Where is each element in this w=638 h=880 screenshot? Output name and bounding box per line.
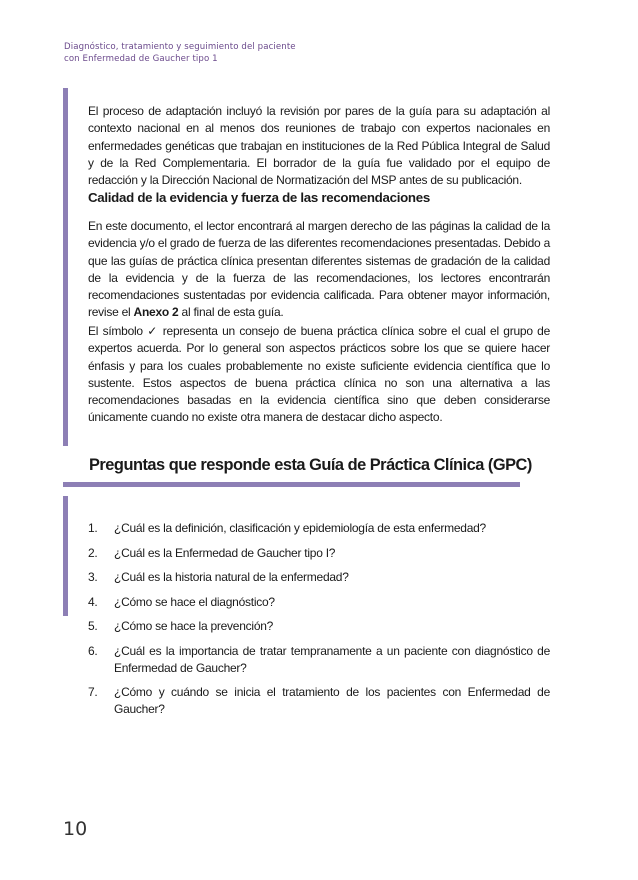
checkmark-icon: ✓	[147, 324, 159, 338]
annex-reference: Anexo 2	[133, 305, 179, 320]
list-item	[88, 684, 550, 718]
running-header-line-2: con Enfermedad de Gaucher tipo 1	[64, 54, 218, 64]
quality-paragraph-1-text: En este documento, el lector encontrará al margen derecho de las páginas la calidad de la evidencia y/o el grado de fuerza de las diferentes recomendaciones presentadas. Debido a que las guías de práctica clínica presentan diferentes sistemas de gradación de la calidad de la evidencia y de la fuerza de las recomendaciones, los lectores encontrarán recomendaciones sustentadas por evidencia calificada. Para obtener mayor información, revise el	[88, 219, 550, 320]
question-text: ¿Cómo se hace el diagnóstico?	[114, 594, 275, 609]
list-item	[88, 569, 550, 586]
question-text: ¿Cómo se hace la prevención?	[114, 619, 274, 634]
question-text: ¿Cómo y cuándo se inicia el tratamiento de los pacientes con Enfermedad de Gaucher?	[114, 685, 550, 717]
list-item	[88, 520, 550, 537]
running-header	[64, 41, 296, 65]
question-number: 3.	[88, 570, 98, 585]
question-text: ¿Cuál es la Enfermedad de Gaucher tipo I?	[114, 545, 336, 560]
page-number: 10	[63, 818, 88, 840]
questions-section-title: Preguntas que responde esta Guía de Práctica Clínica (GPC)	[89, 456, 532, 474]
question-number: 1.	[88, 521, 98, 535]
question-text: ¿Cuál es la historia natural de la enfermedad?	[114, 570, 349, 585]
question-number: 6.	[88, 643, 98, 658]
question-number: 5.	[88, 619, 98, 634]
question-number: 7.	[88, 685, 98, 700]
question-number: 4.	[88, 594, 98, 609]
list-item	[88, 545, 550, 562]
running-header-line-1: Diagnóstico, tratamiento y seguimiento del paciente	[64, 42, 296, 52]
list-item	[88, 594, 550, 611]
intro-paragraph: El proceso de adaptación incluyó la revisión por pares de la guía para su adaptación al contexto nacional en al menos dos reuniones de trabajo con expertos nacionales en enfermedades genéticas que trabajan en instituciones de la Red Pública Integral de Salud y de la Red Complementaria. El borrador de la guía fue validado por el equipo de redacción y la Dirección Nacional de Normatización del MSP antes de su publicación.	[88, 104, 550, 188]
question-text: ¿Cuál es la importancia de tratar tempranamente a un paciente con diagnóstico de Enfermedad de Gaucher?	[114, 643, 550, 675]
quality-heading: Calidad de la evidencia y fuerza de las recomendaciones	[88, 190, 430, 205]
left-accent-bar-top	[63, 88, 68, 446]
quality-paragraph-2	[88, 323, 550, 427]
question-number: 2.	[88, 545, 98, 560]
quality-paragraph-2-text: representa un consejo de buena práctica clínica sobre el cual el grupo de expertos acuerda. Por lo general son aspectos prácticos sobre los que se quiere hacer énfasis y para los cuales probablemente no existe suficiente evidencia científica que lo sustente. Estos aspectos de buena práctica clínica no son una alternativa a las recomendaciones basadas en la evidencia científica sino que deben considerarse únicamente cuando no existe otra manera de destacar dicho aspecto.	[88, 324, 550, 425]
list-item	[88, 643, 550, 677]
list-item	[88, 618, 550, 635]
quality-paragraph-2-start: El símbolo	[88, 324, 148, 338]
left-accent-bar-bottom	[63, 496, 68, 616]
quality-paragraph-1	[88, 218, 550, 322]
question-text: ¿Cuál es la definición, clasificación y epidemiología de esta enfermedad?	[114, 521, 486, 535]
section-title-rule	[63, 482, 520, 487]
questions-list	[88, 520, 550, 726]
quality-paragraph-1-end: al final de esta guía.	[178, 305, 284, 320]
